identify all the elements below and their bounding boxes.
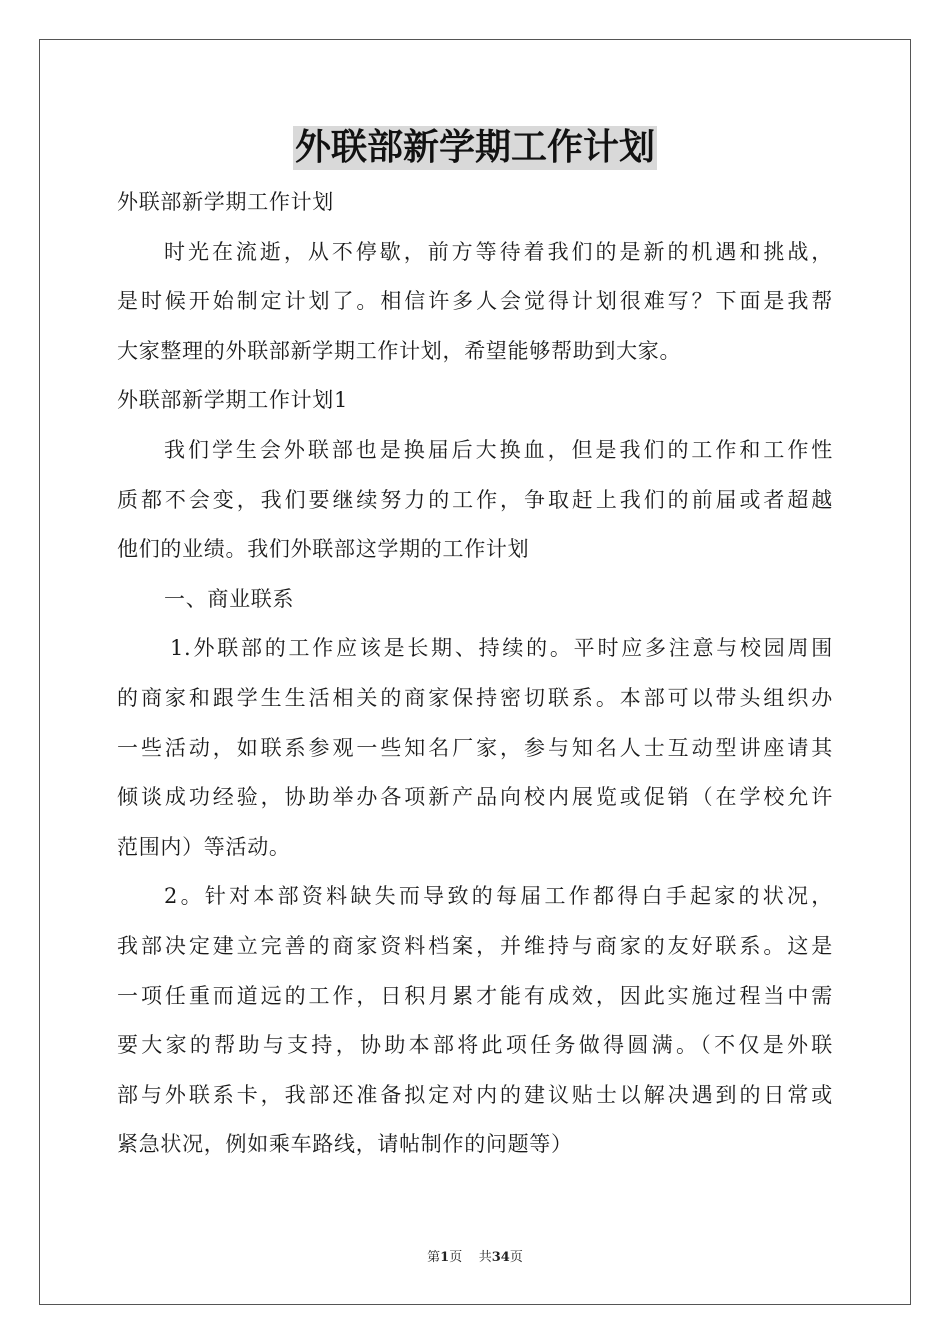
page-prefix: 第 [427,1250,441,1265]
paragraph-line: 1.外联部的工作应该是长期、持续的。平时应多注意与校园周围 [170,636,833,661]
list-heading: 一、商业联系 [164,586,295,611]
title-container [0,126,950,170]
paragraph-line: 范围内）等活动。 [117,834,291,859]
document-title: 外联部新学期工作计划 [294,127,655,168]
paragraph-line: 一项任重而道远的工作，日积月累才能有成效，因此实施过程当中需 [117,983,833,1008]
total-prefix: 共 [478,1250,492,1265]
paragraph-line: 时光在流逝，从不停歇，前方等待着我们的是新的机遇和挑战， [164,239,833,264]
page-footer [0,1246,950,1265]
total-pages: 34 [491,1250,510,1265]
paragraph-line: 倾谈成功经验，协助举办各项新产品向校内展览或促销（在学校允许 [117,785,833,810]
paragraph-line: 是时候开始制定计划了。相信许多人会觉得计划很难写？下面是我帮 [117,289,833,314]
paragraph-line: 质都不会变，我们要继续努力的工作，争取赶上我们的前届或者超越 [117,487,833,512]
paragraph-line: 的商家和跟学生生活相关的商家保持密切联系。本部可以带头组织办 [117,685,833,710]
paragraph-line: 他们的业绩。我们外联部这学期的工作计划 [117,537,530,562]
section-heading: 外联部新学期工作计划1 [117,388,349,413]
paragraph-line: 部与外联系卡，我部还准备拟定对内的建议贴士以解决遇到的日常或 [117,1082,833,1107]
document-body [117,178,833,1170]
page-suffix: 页 [449,1250,463,1265]
subtitle-line: 外联部新学期工作计划 [117,190,334,214]
paragraph-line: 我们学生会外联部也是换届后大换血，但是我们的工作和工作性 [164,437,833,462]
paragraph-line: 大家整理的外联部新学期工作计划，希望能够帮助到大家。 [117,338,682,363]
page-number: 1 [440,1250,450,1265]
paragraph-line: 紧急状况，例如乘车路线，请帖制作的问题等） [117,1132,573,1157]
paragraph-line: 2。针对本部资料缺失而导致的每届工作都得白手起家的状况， [164,884,833,909]
paragraph-line: 一些活动，如联系参观一些知名厂家，参与知名人士互动型讲座请其 [117,735,833,760]
paragraph-line: 我部决定建立完善的商家资料档案，并维持与商家的友好联系。这是 [117,933,833,958]
total-suffix: 页 [509,1250,523,1265]
paragraph-line: 要大家的帮助与支持，协助本部将此项任务做得圆满。（不仅是外联 [117,1033,833,1058]
